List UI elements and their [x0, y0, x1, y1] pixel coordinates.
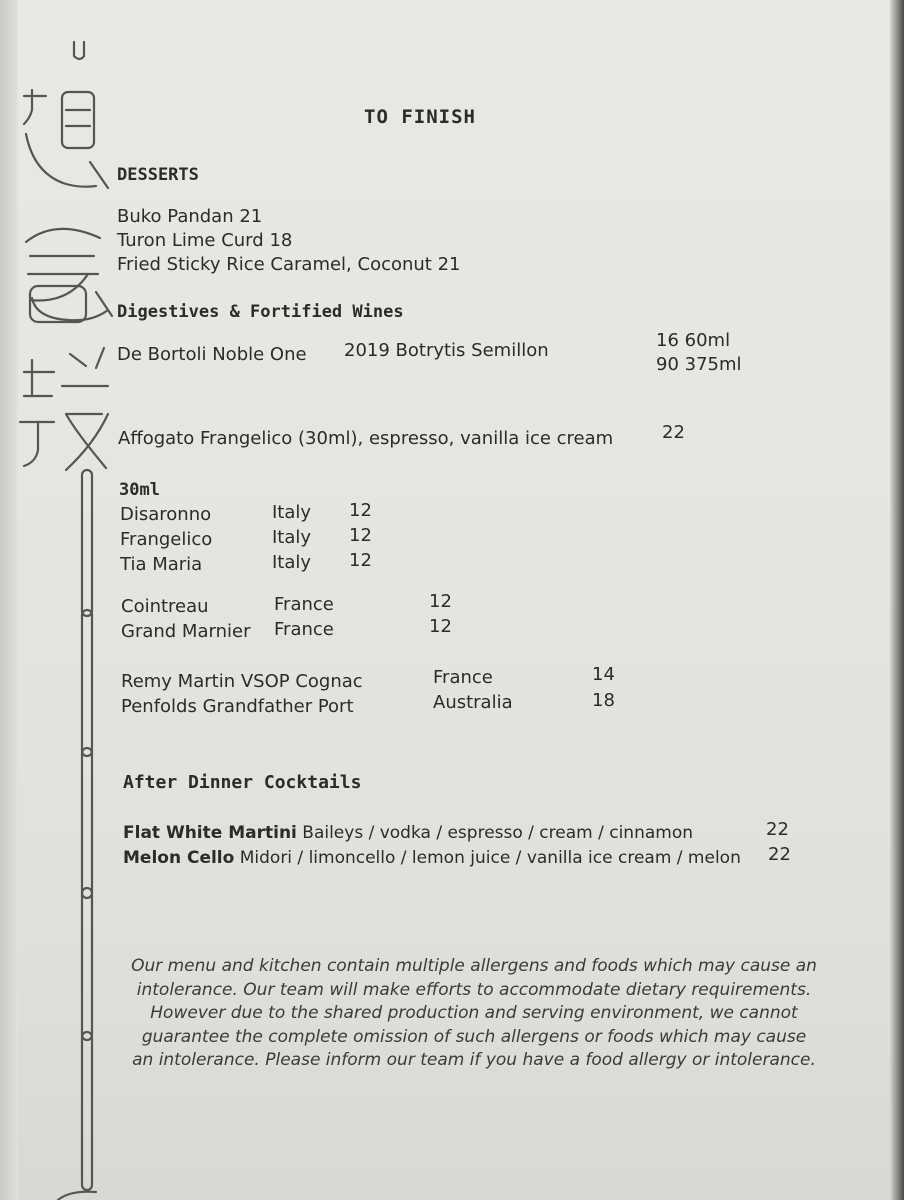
- item-price: 21: [239, 206, 263, 227]
- spirit-name: Grand Marnier: [121, 621, 251, 642]
- item-price: 21: [437, 254, 461, 275]
- affogato-item: [118, 428, 613, 449]
- item-price: 18: [269, 230, 293, 251]
- allergen-notice: [124, 955, 824, 1073]
- wine-price-small: 16 60ml: [656, 330, 731, 351]
- decorative-logo-icon: [18, 30, 118, 1200]
- dessert-item: [117, 206, 262, 227]
- spirit-name: Disaronno: [120, 504, 212, 525]
- spirit-price: 12: [429, 591, 452, 612]
- item-detail: Caramel, Coconut: [270, 254, 432, 275]
- cocktail-item: [123, 848, 741, 868]
- item-detail: Baileys / vodka / espresso / cream / cinnamon: [302, 823, 694, 843]
- dessert-item: [117, 230, 292, 251]
- spirits-size-heading: 30ml: [119, 480, 160, 500]
- notice-line: intolerance. Our team will make efforts to accommodate dietary requirements.: [136, 979, 812, 1000]
- item-name: Melon Cello: [123, 848, 235, 868]
- spirit-price: 12: [349, 550, 372, 571]
- affogato-price: 22: [662, 422, 685, 443]
- notice-line: However due to the shared production and serving environment, we cannot: [150, 1003, 798, 1023]
- item-detail: Frangelico (30ml), espresso, vanilla ice cream: [200, 428, 614, 449]
- spirit-price: 12: [349, 525, 372, 546]
- item-name: Turon: [117, 230, 167, 251]
- spirit-origin: Italy: [272, 527, 312, 548]
- spirit-price: 12: [429, 616, 452, 637]
- spirit-origin: France: [433, 667, 493, 688]
- notice-line: an intolerance. Please inform our team if you have a food allergy or intolerance.: [132, 1050, 816, 1070]
- spirit-price: 14: [592, 664, 615, 685]
- spirit-origin: Italy: [272, 502, 312, 523]
- cocktail-price: 22: [766, 819, 789, 840]
- spirit-origin: France: [274, 594, 334, 615]
- spirit-name: Frangelico: [120, 529, 213, 550]
- wine-price-large: 90 375ml: [656, 354, 742, 375]
- cocktail-price: 22: [768, 844, 791, 865]
- desserts-heading: DESSERTS: [117, 165, 199, 185]
- dessert-item: [117, 254, 461, 275]
- spirit-price: 18: [592, 690, 615, 711]
- cocktail-item: [123, 823, 693, 843]
- wine-detail: 2019 Botrytis Semillon: [344, 340, 549, 361]
- item-name: Buko Pandan: [117, 206, 234, 227]
- item-detail: Lime Curd: [171, 230, 264, 251]
- spirit-name: Penfolds Grandfather Port: [121, 696, 354, 717]
- spirit-price: 12: [349, 500, 372, 521]
- item-name: Affogato: [118, 428, 195, 449]
- cocktails-heading: After Dinner Cocktails: [123, 772, 362, 793]
- item-name: Flat White Martini: [123, 823, 297, 843]
- wine-name: De Bortoli Noble One: [117, 344, 307, 365]
- page-shadow-right: [890, 0, 904, 1200]
- spirit-name: Remy Martin VSOP Cognac: [121, 671, 363, 692]
- spirit-origin: France: [274, 619, 334, 640]
- spirit-origin: Australia: [433, 692, 513, 713]
- page-shadow-left: [0, 0, 18, 1200]
- item-name: Fried Sticky Rice: [117, 254, 265, 275]
- spirit-origin: Italy: [272, 552, 312, 573]
- digestives-heading: Digestives & Fortified Wines: [117, 302, 404, 322]
- spirit-name: Cointreau: [121, 596, 209, 617]
- notice-line: guarantee the complete omission of such allergens or foods which may cause: [141, 1026, 807, 1047]
- item-detail: Midori / limoncello / lemon juice / vanilla ice cream / melon: [239, 848, 741, 868]
- spirit-name: Tia Maria: [120, 554, 203, 575]
- notice-line: Our menu and kitchen contain multiple allergens and foods which may cause an: [131, 956, 817, 976]
- page-title: TO FINISH: [364, 106, 476, 128]
